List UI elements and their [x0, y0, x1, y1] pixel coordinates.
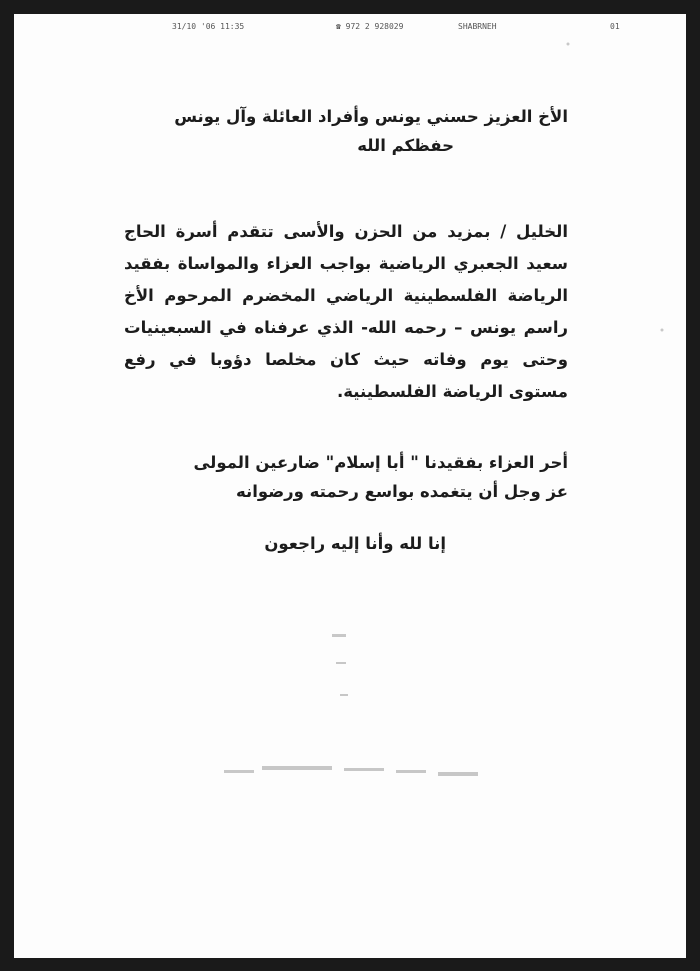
salutation-blessing: حفظكم الله — [357, 136, 454, 155]
condolence-line-2: عز وجل أن يتغمده بواسع رحمته ورضوانه — [236, 482, 568, 501]
fax-date-time: 31/10 '06 11:35 — [172, 22, 245, 31]
letter-condolence — [124, 448, 568, 506]
fax-page — [14, 14, 686, 958]
fax-page-number: 01 — [610, 22, 620, 31]
letter-body: الخليل / بمزيد من الحزن والأسى تتقدم أسرة الحاج سعيد الجعبري الرياضية بواجب العزاء والمواساة بفقيد الرياضة الفلسطينية الرياضي المخضرم المرحوم الأخ راسم يونس – رحمه الله- الذي عرفناه في السبعينيات وحتى يوم وفاته حيث كان مخلصا دؤوبا في رفع مستوى الرياضة الفلسطينية. — [124, 222, 568, 401]
fax-sender-name: SHABRNEH — [458, 22, 497, 31]
fax-transmission-header — [14, 22, 686, 36]
salutation-recipients: الأخ العزيز حسني يونس وأفراد العائلة وآل يونس — [174, 107, 568, 126]
letter-closing-verse: إنا لله وأنا إليه راجعون — [264, 534, 446, 553]
fax-phone-number: ☎ 972 2 928029 — [336, 22, 404, 31]
letter-salutation — [108, 102, 568, 160]
condolence-line-1: أحر العزاء بفقيدنا " أبا إسلام" ضارعين المولى — [193, 453, 568, 472]
